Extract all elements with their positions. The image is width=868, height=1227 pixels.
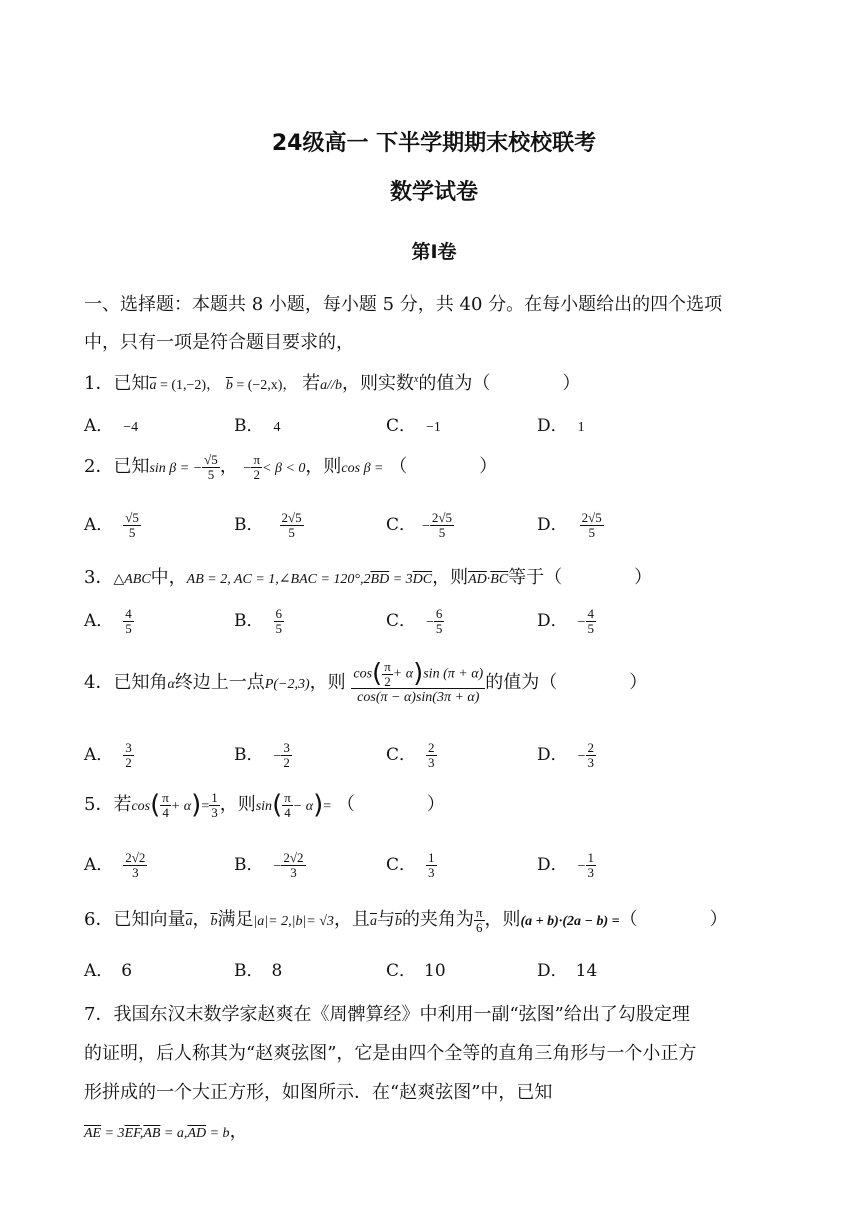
section-instruction-line1: 一、选择题：本题共 8 小题，每小题 5 分，共 40 分。在每小题给出的四个选项 [84, 294, 723, 315]
q6-option-c[interactable]: C． 10 [386, 961, 446, 981]
q5-option-c[interactable]: C． $\frac{1}{3}$ [386, 850, 435, 880]
question-number: 1． [84, 373, 114, 394]
q1-option-c[interactable]: C． −1 [386, 416, 441, 436]
q1-option-b[interactable]: B． 4 [234, 416, 281, 436]
trig-fraction: cos( $\frac{\pi}{2}$ + α)sin (π + α) cos(π − α)sin(3π + α) [353, 658, 484, 706]
q2-option-d[interactable]: D． $\frac{2√5}{5}$ [537, 510, 602, 540]
q5-option-b[interactable]: B． − $\frac{2√2}{3}$ [234, 850, 304, 880]
q6-option-b[interactable]: B． 8 [234, 961, 283, 981]
exam-subtitle: 数学试卷 [389, 180, 478, 205]
question-number: 5． [84, 794, 114, 815]
q2-option-a[interactable]: A． $\frac{√5}{5}$ [84, 510, 139, 540]
volume-heading: 第Ⅰ卷 [411, 241, 457, 263]
question-1: 1．已知$\overline{a} = (1,-2)$， $\overline{b} = (-2,x)$， 若a//b，则实数$^x$的值为（ ） [84, 373, 581, 394]
exam-title: 24级高一 下半学期期末校校联考 [271, 131, 597, 156]
question-4: 4．已知角α终边上一点P(−2,3)，则 cos( $\frac{\pi}{2}$ + α)sin (π + α) cos(π − α)sin(3π + α) 的值为（ ） [84, 658, 648, 706]
q3-option-c[interactable]: C． − $\frac{6}{5}$ [386, 606, 443, 636]
question-3: 3．△ABC中，AB = 2, AC = 1,∠BAC = $120^\circ,2\overline{BD} = 3\overline{DC}$，则$\overline{AD}\cdot\overline{BC}$等于（ ） [84, 567, 653, 588]
q1-option-a[interactable]: A． −4 [84, 416, 139, 436]
vector-b: $\overline{b}$ [225, 378, 233, 393]
question-7-line4: $\overline{AE} = 3\overline{EF},\overline{AB} = a,\overline{AD} = b$， [84, 1121, 248, 1142]
q4-option-b[interactable]: B． − $\frac{3}{2}$ [234, 740, 290, 770]
question-2: 2．已知sin β = − $\frac{√5}{5}$ ， − $\frac{\pi}{2}$ < β < 0，则cos β = （ ） [84, 451, 498, 482]
q3-option-b[interactable]: B． $\frac{6}{5}$ [234, 606, 282, 636]
q2-option-b[interactable]: B． $\frac{2√5}{5}$ [234, 510, 302, 540]
vector-a: $\overline{a}$ [149, 378, 157, 393]
question-number: 3． [84, 567, 114, 588]
q4-option-c[interactable]: C． $\frac{2}{3}$ [386, 740, 435, 770]
q1-option-d[interactable]: D． 1 [537, 416, 585, 436]
q3-option-d[interactable]: D． − $\frac{4}{5}$ [537, 606, 595, 636]
q4-option-d[interactable]: D． − $\frac{2}{3}$ [537, 740, 595, 770]
question-number: 6． [84, 909, 114, 930]
question-7-line2: 的证明，后人称其为“赵爽弦图”，它是由四个全等的直角三角形与一个小正方 [84, 1043, 697, 1064]
q2-option-c[interactable]: C． − $\frac{2√5}{5}$ [386, 510, 453, 540]
question-6: 6．已知向量$\overline{a}$，$\overline{b}$满足|a|= 2,|b|= √3，且$\overline{a}$与$\overline{b}$的夹角为 $\frac{\pi}{6}$ ，则(a + b)·(2a − b) =（ ） [84, 904, 728, 935]
q5-option-a[interactable]: A． $\frac{2√2}{3}$ [84, 850, 146, 880]
question-number: 4． [84, 671, 114, 693]
section-instruction-line2: 中，只有一项是符合题目要求的， [84, 332, 354, 353]
q5-option-d[interactable]: D． − $\frac{1}{3}$ [537, 850, 595, 880]
q3-option-a[interactable]: A． $\frac{4}{5}$ [84, 606, 132, 636]
q6-option-d[interactable]: D． 14 [537, 961, 598, 981]
q6-option-a[interactable]: A． 6 [84, 961, 133, 981]
question-number: 2． [84, 456, 114, 477]
question-7-line1: 7．我国东汉末数学家赵爽在《周髀算经》中利用一副“弦图”给出了勾股定理 [84, 1004, 690, 1025]
q4-option-a[interactable]: A． $\frac{3}{2}$ [84, 740, 132, 770]
question-number: 7． [84, 1004, 114, 1025]
question-5: 5．若cos( $\frac{\pi}{4}$ + α)= $\frac{1}{3}$ ，则sin( $\frac{\pi}{4}$ − α)= （ ） [84, 789, 445, 820]
question-7-line3: 形拼成的一个大正方形，如图所示．在“赵爽弦图”中，已知 [84, 1082, 553, 1103]
